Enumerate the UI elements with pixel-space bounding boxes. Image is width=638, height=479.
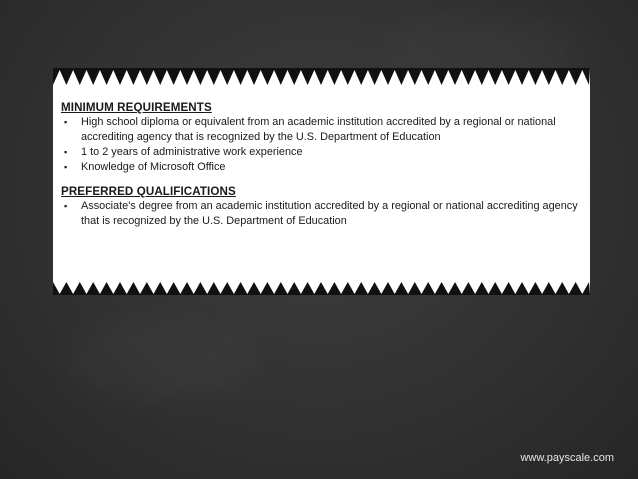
bullet-icon: ▪: [64, 117, 68, 127]
bottom-zigzag-edge: [53, 282, 590, 295]
list-item-text: 1 to 2 years of administrative work experience: [81, 146, 303, 158]
preferred-qualifications-heading: PREFERRED QUALIFICATIONS: [61, 185, 236, 198]
preferred-qualifications-list: [61, 199, 584, 229]
minimum-requirements-list: [61, 115, 584, 175]
list-item: [61, 145, 584, 160]
minimum-requirements-heading: MINIMUM REQUIREMENTS: [61, 101, 212, 114]
job-requirements-clipping: [53, 68, 590, 295]
bullet-icon: ▪: [64, 201, 68, 211]
list-item: [61, 199, 584, 229]
requirements-text-block: [61, 95, 584, 229]
bullet-icon: ▪: [64, 162, 68, 172]
list-item-text: High school diploma or equivalent from an academic institution accredited by a regional or national accrediting agency that is recognized by the U.S. Department of Education: [81, 116, 556, 143]
top-zigzag-edge: [53, 68, 590, 85]
list-item: [61, 115, 584, 145]
list-item-text: Associate's degree from an academic institution accredited by a regional or national accrediting agency that is recognized by the U.S. Department of Education: [81, 200, 578, 227]
bullet-icon: ▪: [64, 147, 68, 157]
source-url: www.payscale.com: [520, 452, 614, 464]
list-item-text: Knowledge of Microsoft Office: [81, 161, 226, 173]
chalk-smudge: [60, 320, 260, 400]
list-item: [61, 160, 584, 175]
